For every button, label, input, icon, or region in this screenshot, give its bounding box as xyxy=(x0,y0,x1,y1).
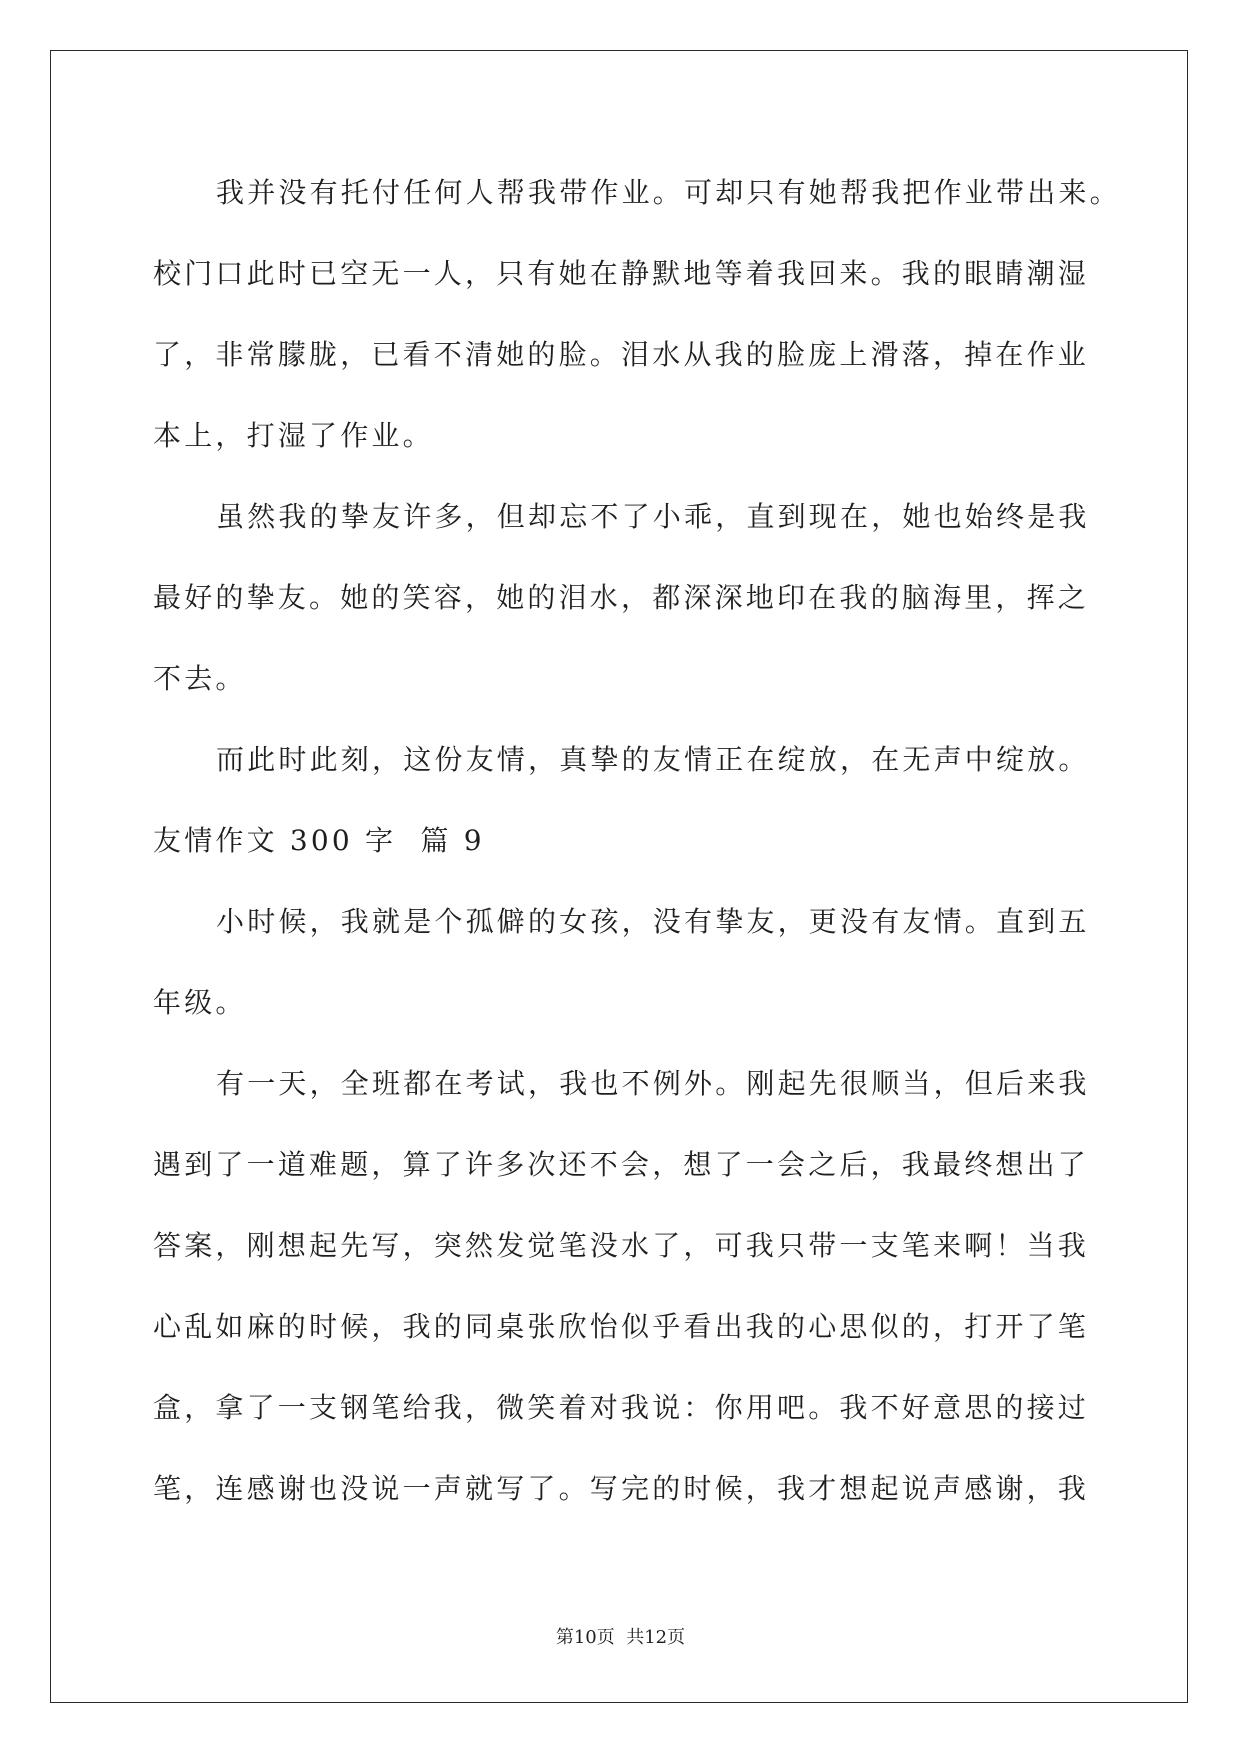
text-line: 而此时此刻，这份友情，真挚的友情正在绽放，在无声中绽放。 xyxy=(216,743,1090,776)
text-line: 有一天，全班都在考试，我也不例外。刚起先很顺当，但后来我 xyxy=(216,1067,1090,1100)
text-line: 我并没有托付任何人帮我带作业。可却只有她帮我把作业带出来。 xyxy=(216,176,1121,209)
text-line: 年级。 xyxy=(153,986,247,1019)
text-line: 了，非常朦胧，已看不清她的脸。泪水从我的脸庞上滑落，掉在作业 xyxy=(153,338,1090,371)
text-line: 最好的挚友。她的笑容，她的泪水，都深深地印在我的脑海里，挥之 xyxy=(153,581,1090,614)
paragraph xyxy=(153,152,1121,476)
text-line: 答案，刚想起先写，突然发觉笔没水了，可我只带一支笔来啊！当我 xyxy=(153,1229,1090,1262)
text-line: 遇到了一道难题，算了许多次还不会，想了一会之后，我最终想出了 xyxy=(153,1148,1090,1181)
text-line: 盒，拿了一支钢笔给我，微笑着对我说：你用吧。我不好意思的接过 xyxy=(153,1391,1090,1424)
paragraph xyxy=(153,476,1113,719)
text-line: 虽然我的挚友许多，但却忘不了小乖，直到现在，她也始终是我 xyxy=(216,500,1090,533)
text-line: 笔，连感谢也没说一声就写了。写完的时候，我才想起说声感谢，我 xyxy=(153,1472,1090,1505)
section-heading: 友情作文 300 字 篇 9 xyxy=(153,824,485,857)
text-line: 心乱如麻的时候，我的同桌张欣怡似乎看出我的心思似的，打开了笔 xyxy=(153,1310,1090,1343)
text-line: 不去。 xyxy=(153,662,247,695)
paragraph xyxy=(153,881,1113,1043)
page-number-footer: 第10页 共12页 xyxy=(555,1627,686,1648)
paragraph xyxy=(153,719,1113,800)
paragraph xyxy=(153,1043,1113,1529)
text-line: 小时候，我就是个孤僻的女孩，没有挚友，更没有友情。直到五 xyxy=(216,905,1090,938)
text-line: 本上，打湿了作业。 xyxy=(153,419,434,452)
body-text xyxy=(153,152,1121,1529)
text-line: 校门口此时已空无一人，只有她在静默地等着我回来。我的眼睛潮湿 xyxy=(153,257,1090,290)
